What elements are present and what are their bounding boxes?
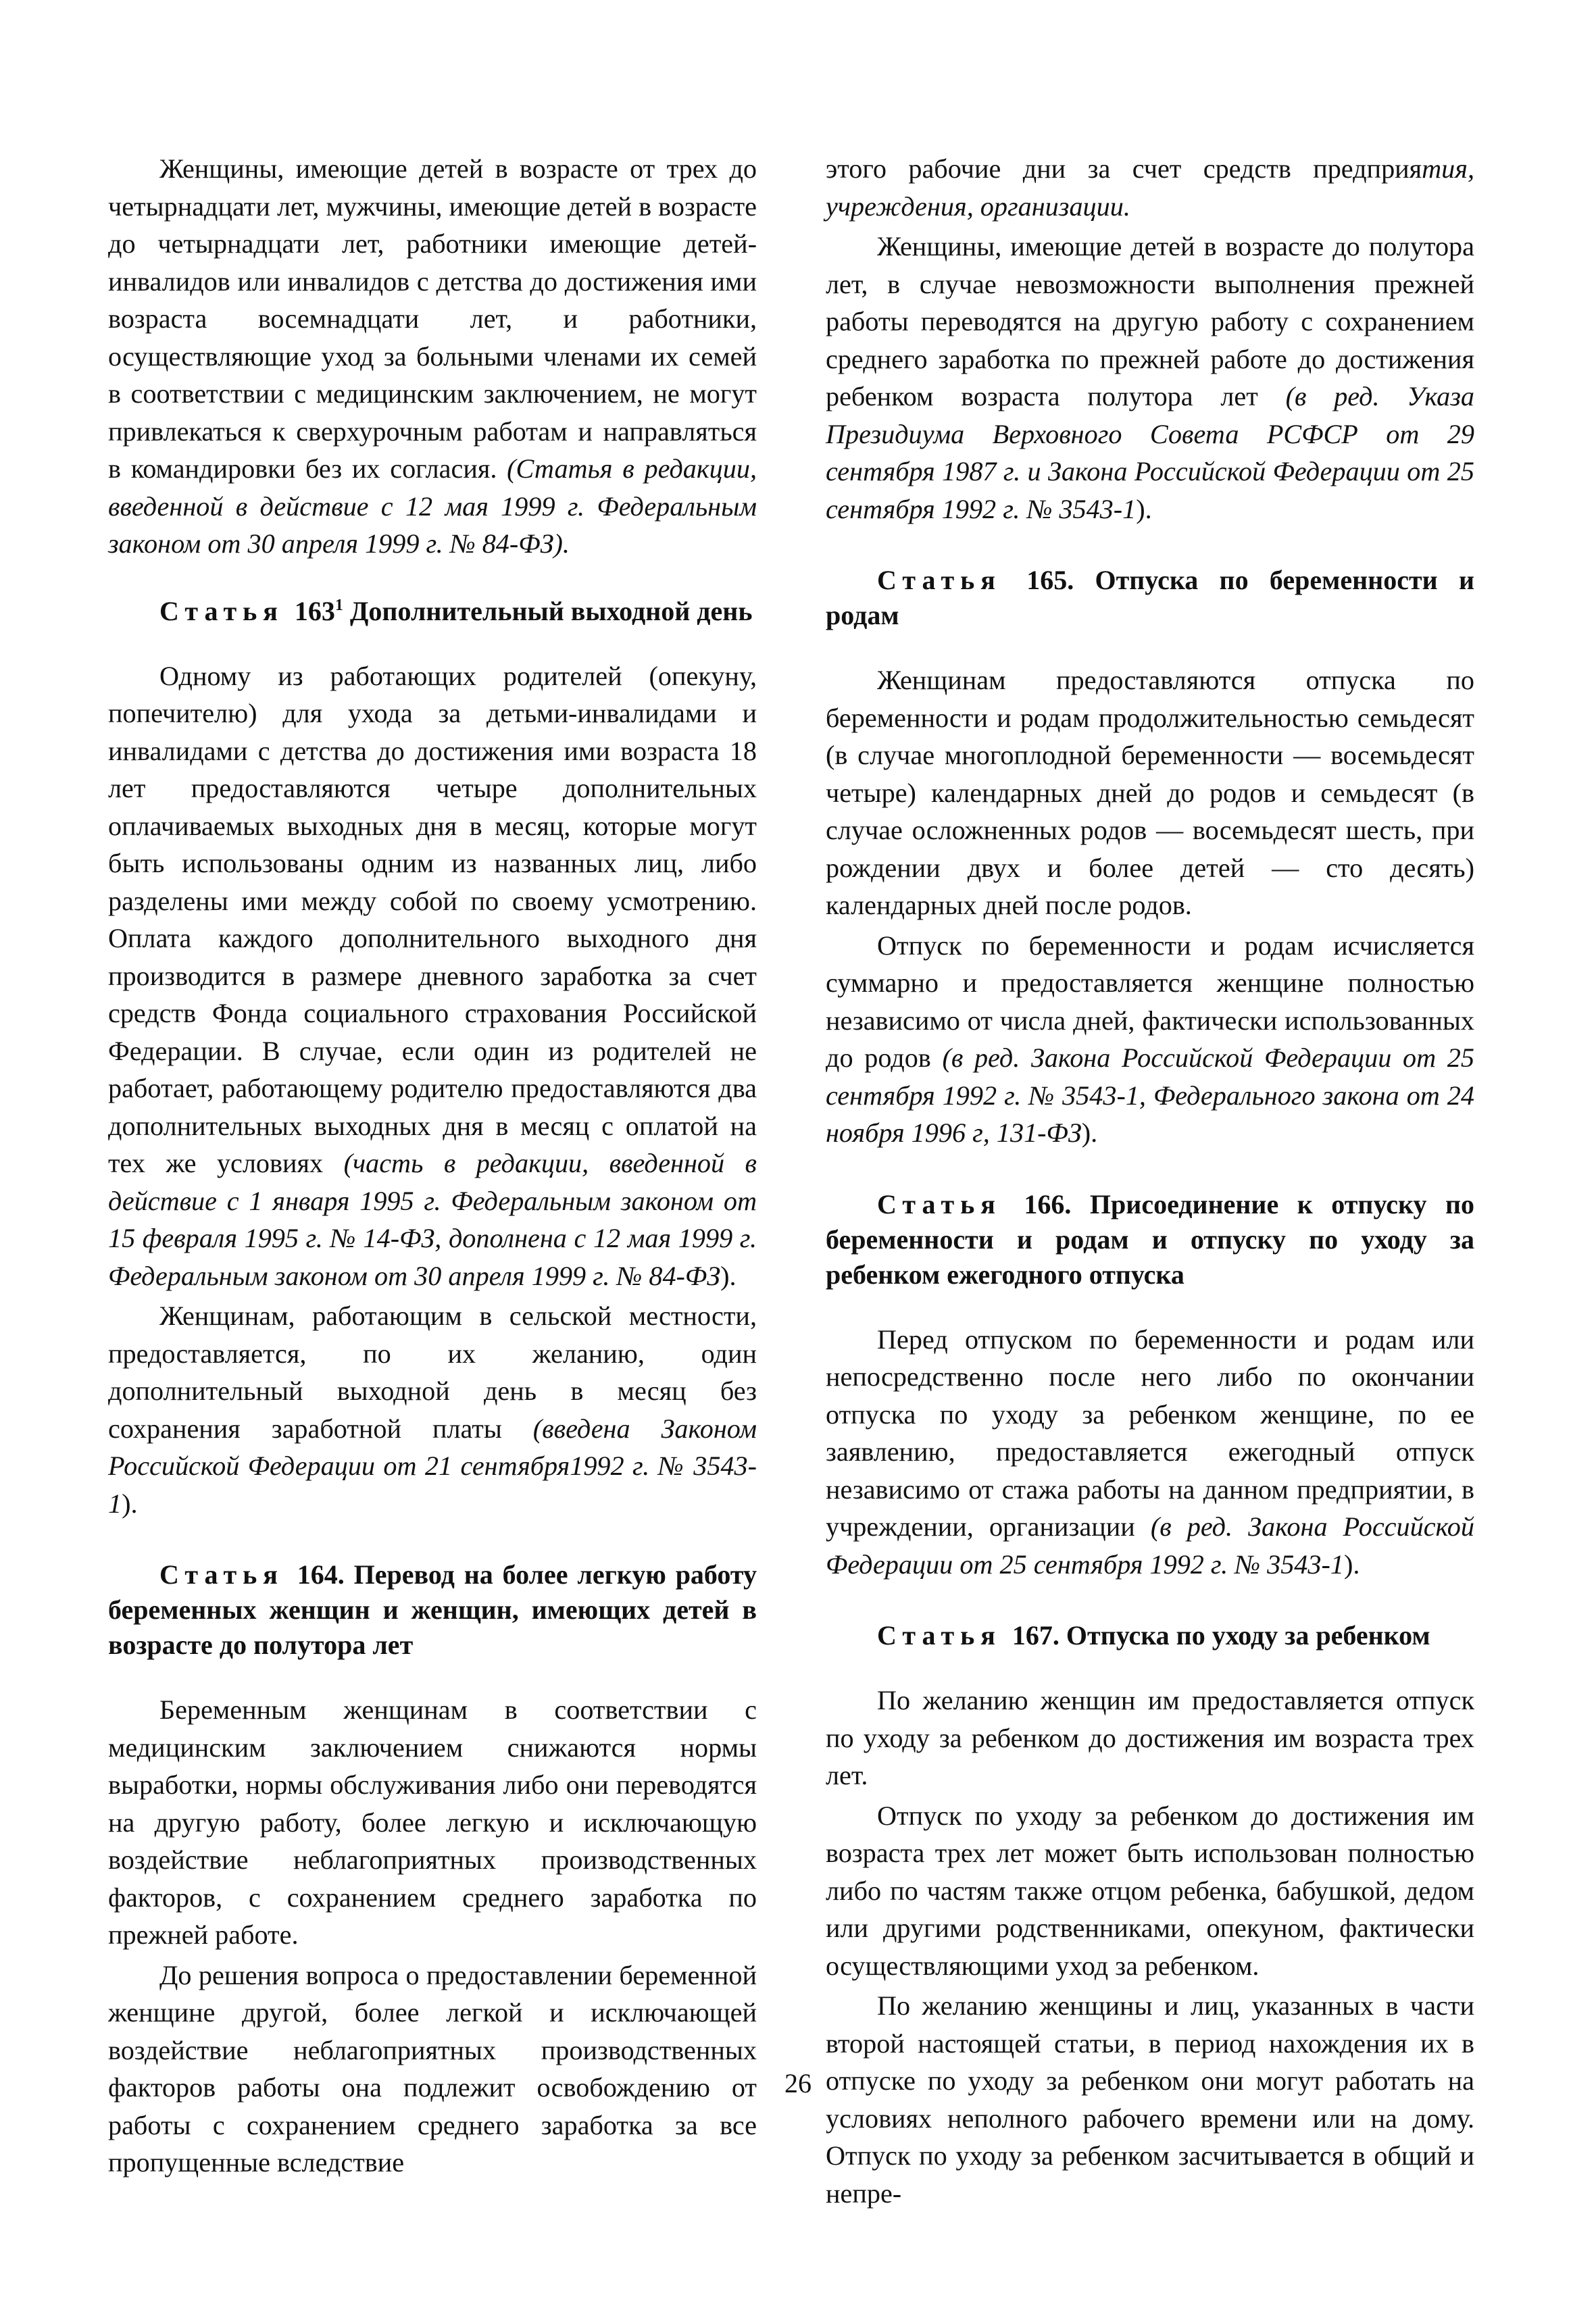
paragraph	[826, 1797, 1474, 1985]
paragraph-text: Перед отпуском по беременности и родам или непосредственно после него либо по окончании отпуска по уходу за ребенком женщине, по ее заявлению, предоставляется ежегодный отпуск независимо от стажа работы на данном предприятии, в учреждении, организации	[826, 1324, 1474, 1542]
paragraph	[108, 150, 757, 563]
article-title: 164. Перевод на более легкую работу беременных женщин и женщин, имеющих детей в возрасте до полутора лет	[108, 1559, 757, 1660]
right-column	[826, 150, 1474, 2212]
paragraph	[108, 657, 757, 1295]
paragraph	[826, 1682, 1474, 1794]
editorial-note: (введена Законом Российской Федерации от 21 сентября1992 г. № 3543-1	[108, 1413, 757, 1519]
paragraph-text: По желанию женщины и лиц, указанных в части второй настоящей статьи, в период нахождения их в отпуске по уходу за ребенком они могут работать на условиях неполного рабочего времени или на дому. Отпуск по уходу за ребенком засчитывается в общий и непре-	[826, 1990, 1474, 2209]
paragraph-text: Одному из работающих родителей (опекуну, попечителю) для ухода за детьми-инвалидами и инвалидами с детства до достижения ими возраста 18 лет предоставляются четыре дополнительных оплачиваемых выходных дня в месяц, которые могут быть использованы одним из названных лиц, либо разделены ими между собой по своему усмотрению. Оплата каждого дополнительного выходного дня производится в размере дневного заработка за счет средств Фонда социального страхования Российской Федерации. В случае, если один из родителей не работает, работающему родителю предоставляются два дополнительных выходных дня в месяц с оплатой на тех же условиях	[108, 660, 757, 1178]
article-word: Статья	[159, 1559, 284, 1590]
article-number-superscript: 1	[334, 596, 343, 614]
editorial-note: (в ред. Закона Российской Федерации от 25 сентября 1992 г. № 3543-1	[826, 1511, 1474, 1580]
paragraph-tail: ).	[720, 1260, 737, 1291]
article-167-heading	[826, 1618, 1474, 1653]
editorial-note: (Статья в редакции, введенной в действие с 12 мая 1999 г. Федеральным законом от 30 апреля 1999 г. № 84-ФЗ).	[108, 453, 757, 559]
left-column	[108, 150, 757, 2182]
article-title: 167. Отпуска по уходу за ребенком	[1012, 1620, 1430, 1651]
paragraph-text: Женщины, имеющие детей в возрасте до полутора лет, в случае невозможности выполнения прежней работы переводятся на другую работу с сохранением среднего заработка по прежней работе до достижения ребенком возраста полутора лет	[826, 231, 1474, 411]
paragraph-tail: ).	[122, 1488, 138, 1519]
paragraph-text: этого рабочие дни за счет средств предприя	[826, 153, 1422, 184]
article-word: Статья	[877, 565, 1001, 595]
paragraph	[108, 1691, 757, 1954]
paragraph-text: До решения вопроса о предоставлении беременной женщине другой, более легкой и исключающей воздействие неблагоприятных производственных факторов работы она подлежит освобождению от работы с сохранением среднего заработка за все пропущенные вследствие	[108, 1959, 757, 2178]
paragraph-text: Женщинам, работающим в сельской местности, предоставляется, по их желанию, один дополнительный выходной день в месяц без сохранения заработной платы	[108, 1301, 757, 1444]
paragraph	[826, 1321, 1474, 1584]
article-word: Статья	[877, 1620, 1001, 1651]
article-163-heading	[108, 594, 757, 629]
article-166-heading	[826, 1187, 1474, 1292]
paragraph	[826, 927, 1474, 1152]
editorial-note: тия, учреждения, организации.	[826, 153, 1474, 222]
paragraph-text: Отпуск по уходу за ребенком до достижения им возраста трех лет может быть использован полностью либо по частям также отцом ребенка, бабушкой, дедом или другими родственниками, опекуном, фактически осуществляющими уход за ребенком.	[826, 1800, 1474, 1981]
paragraph-text: Отпуск по беременности и родам исчисляется суммарно и предоставляется женщине полностью независимо от числа дней, фактически использованных до родов	[826, 930, 1474, 1073]
paragraph-tail: ).	[1343, 1549, 1360, 1580]
paragraph-text: Беременным женщинам в соответствии с медицинским заключением снижаются нормы выработки, нормы обслуживания либо они переводятся на другую работу, более легкую и исключающую воздействие неблагоприятных производственных факторов, с сохранением среднего заработка по прежней работе.	[108, 1694, 757, 1950]
article-title: 166. Присоединение к отпуску по беременности и родам и отпуску по уходу за ребенком ежегодного отпуска	[826, 1188, 1474, 1290]
paragraph	[826, 228, 1474, 528]
paragraph	[826, 1987, 1474, 2212]
paragraph	[826, 661, 1474, 924]
paragraph-text: Женщины, имеющие детей в возрасте от трех до четырнадцати лет, мужчины, имеющие детей в возрасте до четырнадцати лет, работники имеющие детей-инвалидов или инвалидов с детства до достижения ими возраста восемнадцати лет, и работники, осуществляющие уход за больными членами их семей в соответствии с медицинским заключением, не могут привлекаться к сверхурочным работам и направляться в командировки без их согласия.	[108, 153, 757, 484]
paragraph-text: Женщинам предоставляются отпуска по беременности и родам продолжительностью семьдесят (в случае многоплодной беременности — восемьдесят четыре) календарных дней до родов и семьдесят (в случае осложненных родов — восемьдесят шесть, при рождении двух и более детей — сто десять) календарных дней после родов.	[826, 665, 1474, 920]
article-title: Дополнительный выходной день	[349, 595, 753, 626]
page-number: 26	[784, 2068, 812, 2098]
article-165-heading	[826, 563, 1474, 633]
editorial-note: (часть в редакции, введенной в действие с 1 января 1995 г. Федеральным законом от 15 февраля 1995 г. № 14-ФЗ, дополнена с 12 мая 1999 г. Федеральным законом от 30 апреля 1999 г. № 84-ФЗ	[108, 1148, 757, 1291]
editorial-note: (в ред. Закона Российской Федерации от 25 сентября 1992 г. № 3543-1, Федерального закона от 24 ноября 1996 г, 131-ФЗ	[826, 1042, 1474, 1148]
paragraph-text: По желанию женщин им предоставляется отпуск по уходу за ребенком до достижения им возраста трех лет.	[826, 1685, 1474, 1790]
article-number: 163	[294, 595, 335, 626]
paragraph-tail: ).	[1136, 493, 1152, 524]
article-word: Статья	[877, 1188, 1001, 1219]
article-word: Статья	[159, 595, 284, 626]
editorial-note: (в ред. Указа Президиума Верховного Совета РСФСР от 29 сентября 1987 г. и Закона Российской Федерации от 25 сентября 1992 г. № 3543-1	[826, 381, 1474, 524]
paragraph-tail: ).	[1081, 1117, 1098, 1148]
article-title: 165. Отпуска по беременности и родам	[826, 565, 1475, 630]
paragraph	[108, 1297, 757, 1522]
paragraph-continuation	[826, 150, 1474, 225]
article-164-heading	[108, 1557, 757, 1663]
